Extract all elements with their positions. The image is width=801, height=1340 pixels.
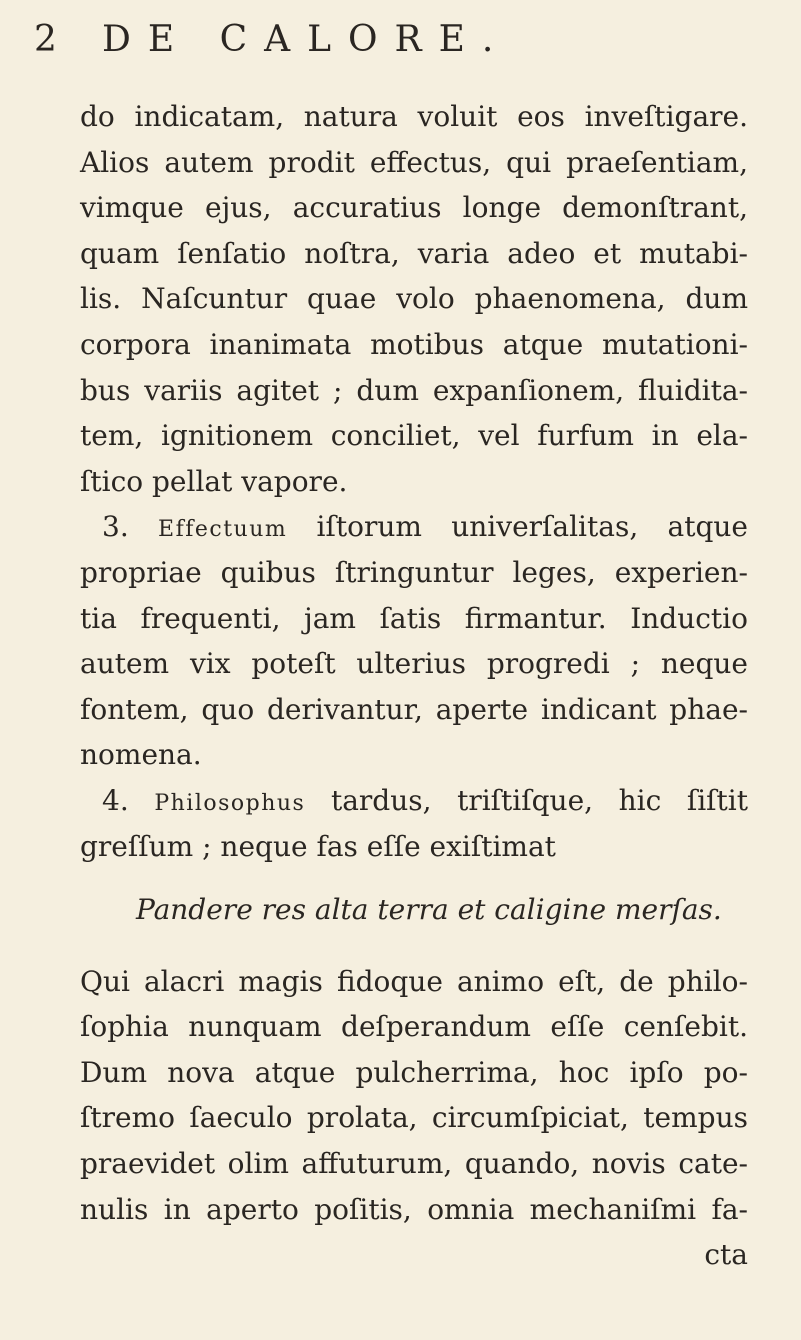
verse-quote: Pandere res alta terra et caligine merſas. xyxy=(136,893,722,927)
text-line: ſtremo ſaeculo prolata, circumſpiciat, tempus xyxy=(80,1101,748,1135)
text-line: do indicatam, natura voluit eos inveſtigare. xyxy=(80,100,748,133)
section-number: 3. xyxy=(102,510,129,544)
text-line: tia frequenti, jam ſatis firmantur. Inductio xyxy=(80,601,748,635)
text-line: vimque ejus, accuratius longe demonſtrant, xyxy=(80,191,748,225)
lead-word: Philosophus xyxy=(154,790,306,816)
text-line: lis. Naſcuntur quae volo phaenomena, dum xyxy=(80,282,748,316)
section-number: 4. xyxy=(102,783,129,817)
line-text: tardus, triſtiſque, hic ſiſtit xyxy=(330,783,749,817)
paragraph-2 xyxy=(80,504,748,778)
text-line: quam ſenſatio noſtra, varia adeo et mutabi- xyxy=(80,236,748,270)
paragraph-1 xyxy=(80,94,748,504)
catchword: cta xyxy=(704,1238,748,1272)
lead-word: Effectuum xyxy=(158,517,288,543)
text-line: Alios autem prodit effectus, qui praeſentiam, xyxy=(80,145,748,179)
text-line: corpora inanimata motibus atque mutationi- xyxy=(80,327,748,361)
text-line: Dum nova atque pulcherrima, hoc ipſo po- xyxy=(80,1055,748,1089)
text-line: ſophia nunquam deſperandum eſſe cenſebit. xyxy=(80,1010,748,1044)
text-line: propriae quibus ſtringuntur leges, experien- xyxy=(80,555,748,589)
paragraph-3 xyxy=(80,778,748,869)
text-line: nulis in aperto poſitis, omnia mechaniſmi fa- xyxy=(80,1192,748,1226)
text-line: autem vix poteſt ulterius progredi ; neque xyxy=(80,647,748,681)
running-title: DE CALORE. xyxy=(102,19,511,60)
text-line xyxy=(80,504,748,550)
text-line: tem, ignitionem conciliet, vel furfum in ela- xyxy=(80,419,748,453)
line-text: iſtorum univerſalitas, atque xyxy=(316,510,748,544)
text-line: bus variis agitet ; dum expanſionem, fluidita- xyxy=(80,373,748,407)
text-line: Qui alacri magis fidoque animo eſt, de philo- xyxy=(80,964,748,998)
text-line: nomena. xyxy=(80,738,202,772)
paragraph-4 xyxy=(80,959,748,1233)
text-line xyxy=(80,778,748,824)
body-text xyxy=(80,94,748,1278)
page-number: 2 xyxy=(34,19,57,60)
text-line: greſſum ; neque fas eſſe exiſtimat xyxy=(80,829,556,863)
text-line: praevidet olim affuturum, quando, novis cate- xyxy=(80,1147,748,1181)
text-line: fontem, quo derivantur, aperte indicant phae- xyxy=(80,692,748,726)
text-line: ſtico pellat vapore. xyxy=(80,464,348,498)
